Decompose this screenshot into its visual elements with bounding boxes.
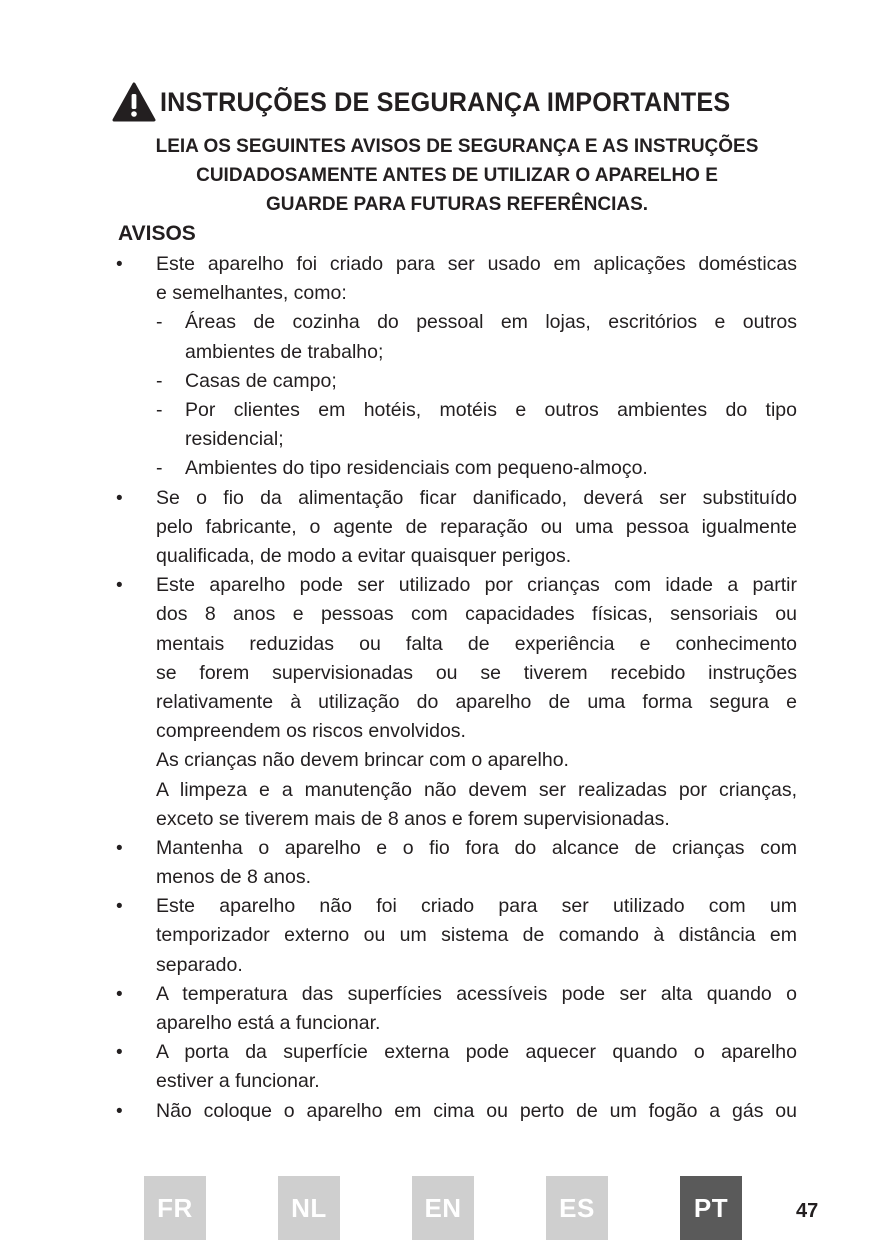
- warning-line: exceto se tiverem mais de 8 anos e forem supervisionadas.: [156, 807, 670, 830]
- bullet-icon: •: [116, 1042, 123, 1064]
- sub-item: [156, 367, 797, 396]
- warning-item: [116, 1038, 797, 1096]
- bullet-icon: •: [116, 575, 123, 597]
- page-title: [112, 80, 812, 124]
- language-footer: [0, 1176, 886, 1240]
- warning-line: pelo fabricante, o agente de reparação ou uma pessoa igualmente: [156, 515, 797, 538]
- bullet-icon: •: [116, 254, 123, 275]
- page-number: 47: [796, 1200, 819, 1222]
- intro-line: CUIDADOSAMENTE ANTES DE UTILIZAR O APARELHO E: [196, 165, 718, 186]
- bullet-icon: •: [116, 837, 123, 859]
- language-tab-nl[interactable]: NL: [278, 1176, 340, 1240]
- dash-icon: -: [156, 457, 163, 480]
- warning-line: A temperatura das superfícies acessíveis pode ser alta quando o: [156, 982, 797, 1005]
- dash-icon: -: [156, 398, 163, 421]
- warning-item: [116, 1097, 797, 1126]
- warning-item: [116, 571, 797, 834]
- warning-line: temporizador externo ou um sistema de comando à distância em: [156, 924, 797, 947]
- warning-line: Este aparelho foi criado para ser usado em aplicações domésticas: [156, 253, 797, 275]
- warning-line: estiver a funcionar.: [156, 1070, 320, 1093]
- warning-line: A limpeza e a manutenção não devem ser realizadas por crianças,: [156, 778, 797, 801]
- sub-item: [156, 396, 797, 454]
- warning-line: e semelhantes, como:: [156, 282, 347, 305]
- bullet-icon: •: [116, 1100, 123, 1122]
- intro-notice: [100, 132, 814, 219]
- intro-line: GUARDE PARA FUTURAS REFERÊNCIAS.: [265, 194, 649, 215]
- warning-triangle-icon: [112, 82, 156, 122]
- warning-item: [116, 892, 797, 980]
- warning-line: separado.: [156, 953, 243, 976]
- sub-item-line: Ambientes do tipo residenciais com pequeno-almoço.: [185, 457, 648, 480]
- bullet-icon: •: [116, 983, 123, 1005]
- page-title-text: INSTRUÇÕES DE SEGURANÇA IMPORTANTES: [160, 86, 731, 117]
- warning-line: qualificada, de modo a evitar quaisquer perigos.: [156, 544, 572, 567]
- warning-line: Mantenha o aparelho e o fio fora do alcance de crianças com: [156, 836, 797, 859]
- sub-item-line: ambientes de trabalho;: [185, 340, 384, 363]
- warning-line: menos de 8 anos.: [156, 866, 312, 889]
- warning-item: [116, 250, 797, 484]
- warning-item: [116, 834, 797, 892]
- warning-line: Não coloque o aparelho em cima ou perto de um fogão a gás ou: [156, 1099, 797, 1122]
- section-heading: AVISOS: [118, 222, 196, 245]
- warning-line: Se o fio da alimentação ficar danificado, deverá ser substituído: [156, 486, 797, 509]
- language-tab-pt[interactable]: PT: [680, 1176, 742, 1240]
- warnings-list: [0, 250, 886, 1126]
- warning-line: Este aparelho não foi criado para ser utilizado com um: [156, 895, 797, 918]
- warning-line: se forem supervisionadas ou se tiverem recebido instruções: [156, 661, 797, 684]
- dash-icon: -: [156, 311, 163, 334]
- sub-item: [156, 308, 797, 366]
- sub-item-line: Por clientes em hotéis, motéis e outros ambientes do tipo: [185, 398, 797, 421]
- language-tab-fr[interactable]: FR: [144, 1176, 206, 1240]
- sub-item-line: residencial;: [185, 428, 284, 451]
- sub-item-line: Casas de campo;: [185, 369, 337, 392]
- language-tab-en[interactable]: EN: [412, 1176, 474, 1240]
- sub-item-line: Áreas de cozinha do pessoal em lojas, escritórios e outros: [185, 311, 797, 334]
- warning-line: Este aparelho pode ser utilizado por crianças com idade a partir: [156, 574, 797, 597]
- warning-item: [116, 980, 797, 1038]
- warning-line: relativamente à utilização do aparelho de uma forma segura e: [156, 690, 797, 713]
- warning-line: A porta da superfície externa pode aquecer quando o aparelho: [156, 1041, 797, 1064]
- warning-line: dos 8 anos e pessoas com capacidades físicas, sensoriais ou: [156, 603, 797, 626]
- bullet-icon: •: [116, 896, 123, 918]
- bullet-icon: •: [116, 487, 123, 509]
- intro-line: LEIA OS SEGUINTES AVISOS DE SEGURANÇA E AS INSTRUÇÕES: [155, 136, 759, 157]
- warning-line: As crianças não devem brincar com o aparelho.: [156, 749, 569, 772]
- dash-icon: -: [156, 369, 163, 392]
- language-tab-es[interactable]: ES: [546, 1176, 608, 1240]
- warning-item: [116, 484, 797, 572]
- sub-item: [156, 454, 797, 483]
- warning-line: mentais reduzidas ou falta de experiência e conhecimento: [156, 632, 797, 655]
- warning-line: aparelho está a funcionar.: [156, 1012, 381, 1035]
- warning-line: compreendem os riscos envolvidos.: [156, 720, 466, 743]
